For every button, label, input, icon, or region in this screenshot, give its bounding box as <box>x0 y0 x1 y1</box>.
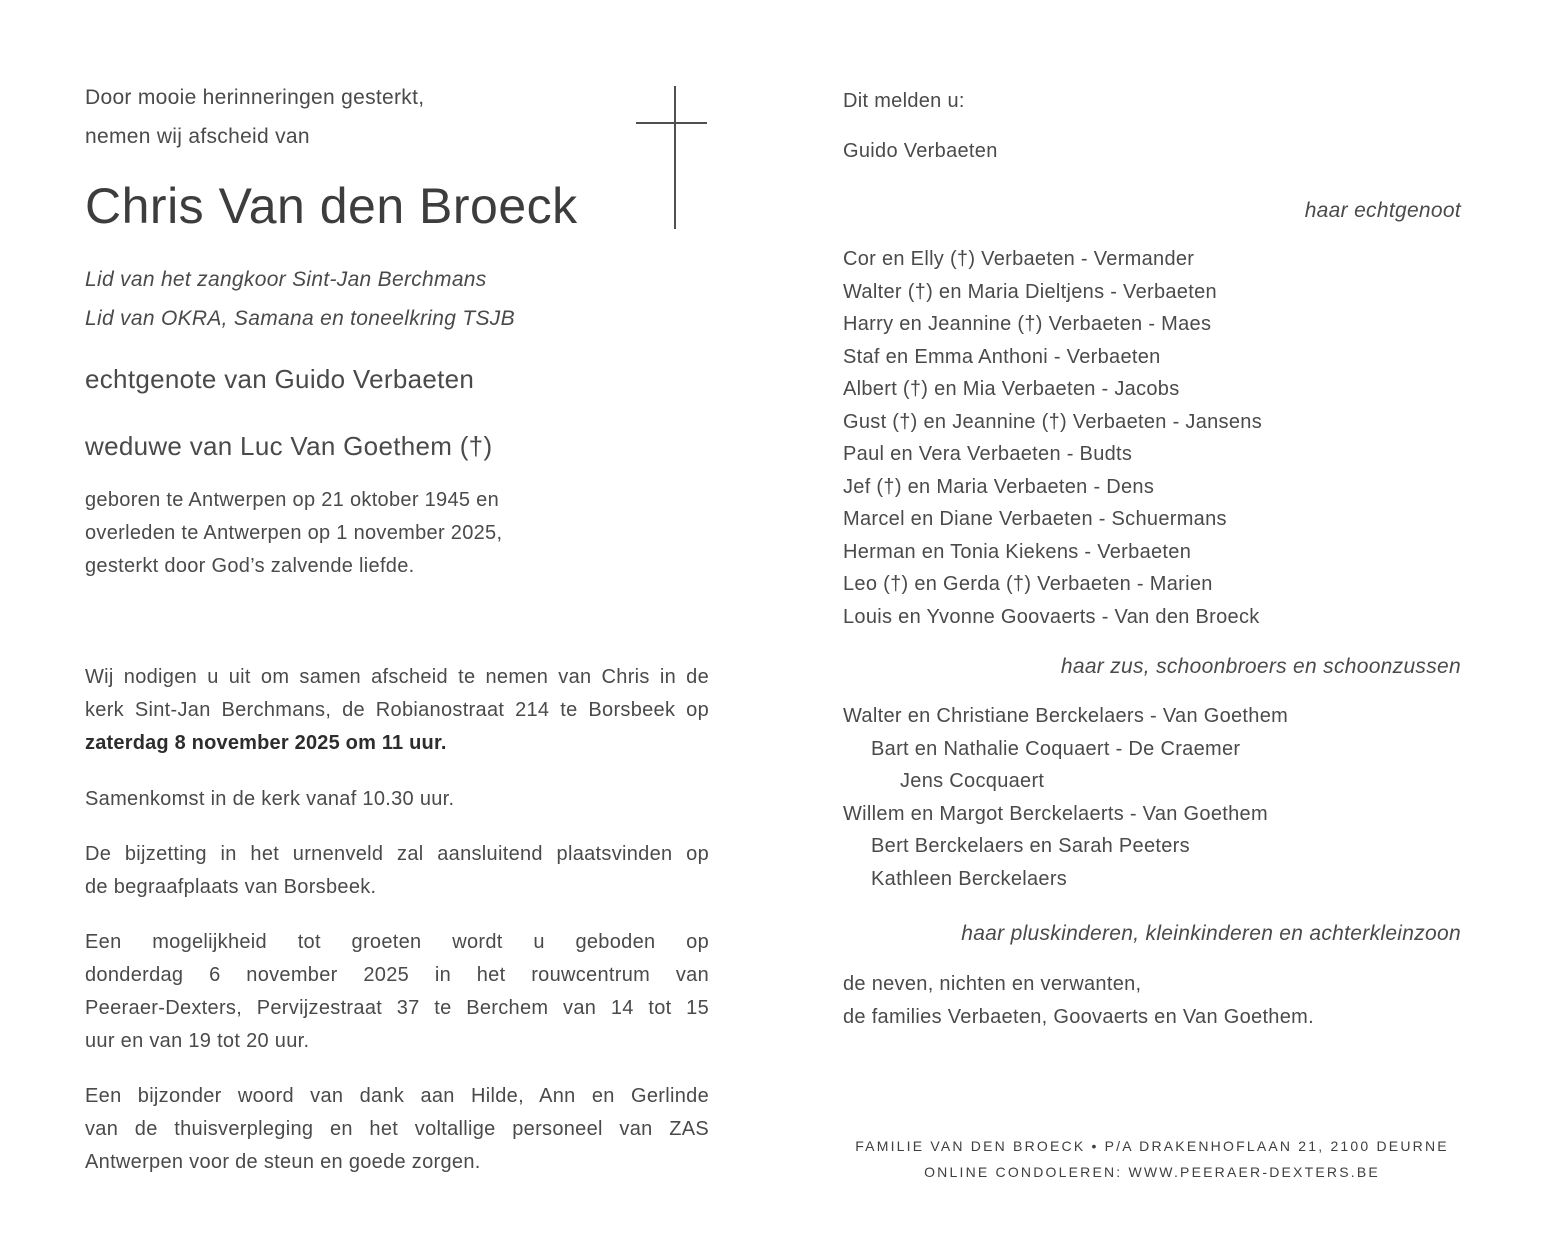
sibling-entry: Harry en Jeannine (†) Verbaeten - Maes <box>843 313 1212 335</box>
birth-death-line: geboren te Antwerpen op 21 oktober 1945 en <box>85 489 500 511</box>
birth-death-lines <box>85 484 709 583</box>
gathering-line: Samenkomst in de kerk vanaf 10.30 uur. <box>85 788 455 810</box>
stepchild-entry: Jens Cocquaert <box>900 770 1045 792</box>
stepchild-entry: Walter en Christiane Berckelaers - Van Goethem <box>843 705 1289 727</box>
spouse-line: echtgenote van Guido Verbaeten <box>85 364 475 394</box>
stepchild-entry: Kathleen Berckelaers <box>871 867 1068 890</box>
thanks-line: Antwerpen voor de steun en goede zorgen. <box>85 1151 481 1173</box>
thanks-line: van de thuisverpleging en het voltallige personeel van ZAS <box>85 1118 709 1140</box>
other-family-line: de neven, nichten en verwanten, <box>843 973 1142 995</box>
relation-siblings-label <box>843 650 1461 683</box>
sibling-entry: Marcel en Diane Verbaeten - Schuermans <box>843 508 1227 530</box>
intro-lines <box>85 78 709 156</box>
stepchild-entry: Bart en Nathalie Coquaert - De Craemer <box>871 737 1241 760</box>
relation-husband-line: haar echtgenoot <box>1304 199 1461 222</box>
sibling-entry: Herman en Tonia Kiekens - Verbaeten <box>843 540 1192 563</box>
intro-line: Door mooie herinneringen gesterkt, <box>85 86 425 109</box>
relation-siblings-line: haar zus, schoonbroers en schoonzussen <box>1060 655 1461 678</box>
stepchildren-list <box>843 700 1461 895</box>
sibling-entry: Staf en Emma Anthoni - Verbaeten <box>843 345 1161 368</box>
footer-line: FAMILIE VAN DEN BROECK • P/A DRAKENHOFLAAN 21, 2100 DEURNE <box>855 1138 1449 1154</box>
relation-stepchildren-label <box>843 917 1461 950</box>
thanks-paragraph <box>85 1080 709 1179</box>
other-family-lines <box>843 968 1461 1034</box>
greeting-line: uur en van 19 tot 20 uur. <box>85 1030 310 1052</box>
family-column <box>843 0 1461 1185</box>
intro-line: nemen wij afscheid van <box>85 125 310 148</box>
birth-death-line: gesterkt door God’s zalvende liefde. <box>85 555 415 577</box>
invitation-paragraph <box>85 661 709 760</box>
sibling-entry: Albert (†) en Mia Verbaeten - Jacobs <box>843 378 1180 400</box>
greeting-opportunity-paragraph <box>85 926 709 1058</box>
sibling-entry: Paul en Vera Verbaeten - Budts <box>843 443 1133 465</box>
announce-heading <box>843 85 1461 118</box>
husband-name-line: Guido Verbaeten <box>843 140 998 162</box>
deceased-name: Chris Van den Broeck <box>85 178 578 234</box>
other-family-line: de families Verbaeten, Goovaerts en Van Goethem. <box>843 1006 1314 1028</box>
stepchild-entry: Willem en Margot Berckelaerts - Van Goethem <box>843 802 1268 825</box>
sibling-entry: Cor en Elly (†) Verbaeten - Vermander <box>843 248 1195 270</box>
burial-paragraph <box>85 838 709 904</box>
sibling-entry: Louis en Yvonne Goovaerts - Van den Broeck <box>843 605 1260 628</box>
invitation-line: zaterdag 8 november 2025 om 11 uur. <box>85 732 447 754</box>
relation-stepchildren-line: haar pluskinderen, kleinkinderen en achterkleinzoon <box>961 922 1461 945</box>
sibling-entry: Jef (†) en Maria Verbaeten - Dens <box>843 475 1155 498</box>
stepchild-entry: Bert Berckelaers en Sarah Peeters <box>871 835 1190 857</box>
siblings-list <box>843 243 1461 633</box>
sibling-entry: Gust (†) en Jeannine (†) Verbaeten - Jansens <box>843 410 1262 433</box>
announce-line: Dit melden u: <box>843 90 965 112</box>
sibling-entry: Leo (†) en Gerda (†) Verbaeten - Marien <box>843 573 1213 595</box>
widow-line: weduwe van Luc Van Goethem (†) <box>85 431 493 461</box>
membership-line: Lid van OKRA, Samana en toneelkring TSJB <box>85 307 515 330</box>
announcement-column <box>85 78 709 1179</box>
invitation-line: kerk Sint-Jan Berchmans, de Robianostraat 214 te Borsbeek op <box>85 699 709 721</box>
birth-death-line: overleden te Antwerpen op 1 november 2025, <box>85 522 503 544</box>
sibling-entry: Walter (†) en Maria Dieltjens - Verbaeten <box>843 280 1217 303</box>
thanks-line: Een bijzonder woord van dank aan Hilde, Ann en Gerlinde <box>85 1085 709 1107</box>
membership-lines <box>85 260 709 338</box>
contact-footer <box>843 1133 1461 1185</box>
burial-line: de begraafplaats van Borsbeek. <box>85 876 377 898</box>
membership-line: Lid van het zangkoor Sint-Jan Berchmans <box>85 268 487 291</box>
footer-line: ONLINE CONDOLEREN: WWW.PEERAER-DEXTERS.BE <box>924 1164 1380 1180</box>
greeting-line: donderdag 6 november 2025 in het rouwcentrum van <box>85 964 709 986</box>
greeting-line: Peeraer-Dexters, Pervijzestraat 37 te Berchem van 14 tot 15 <box>85 997 709 1019</box>
greeting-line: Een mogelijkheid tot groeten wordt u geboden op <box>85 931 709 953</box>
gathering-paragraph <box>85 783 709 816</box>
invitation-line: Wij nodigen u uit om samen afscheid te nemen van Chris in de <box>85 666 709 688</box>
burial-line: De bijzetting in het urnenveld zal aansluitend plaatsvinden op <box>85 843 709 865</box>
relation-husband-label <box>843 194 1461 227</box>
husband-name <box>843 135 1461 168</box>
